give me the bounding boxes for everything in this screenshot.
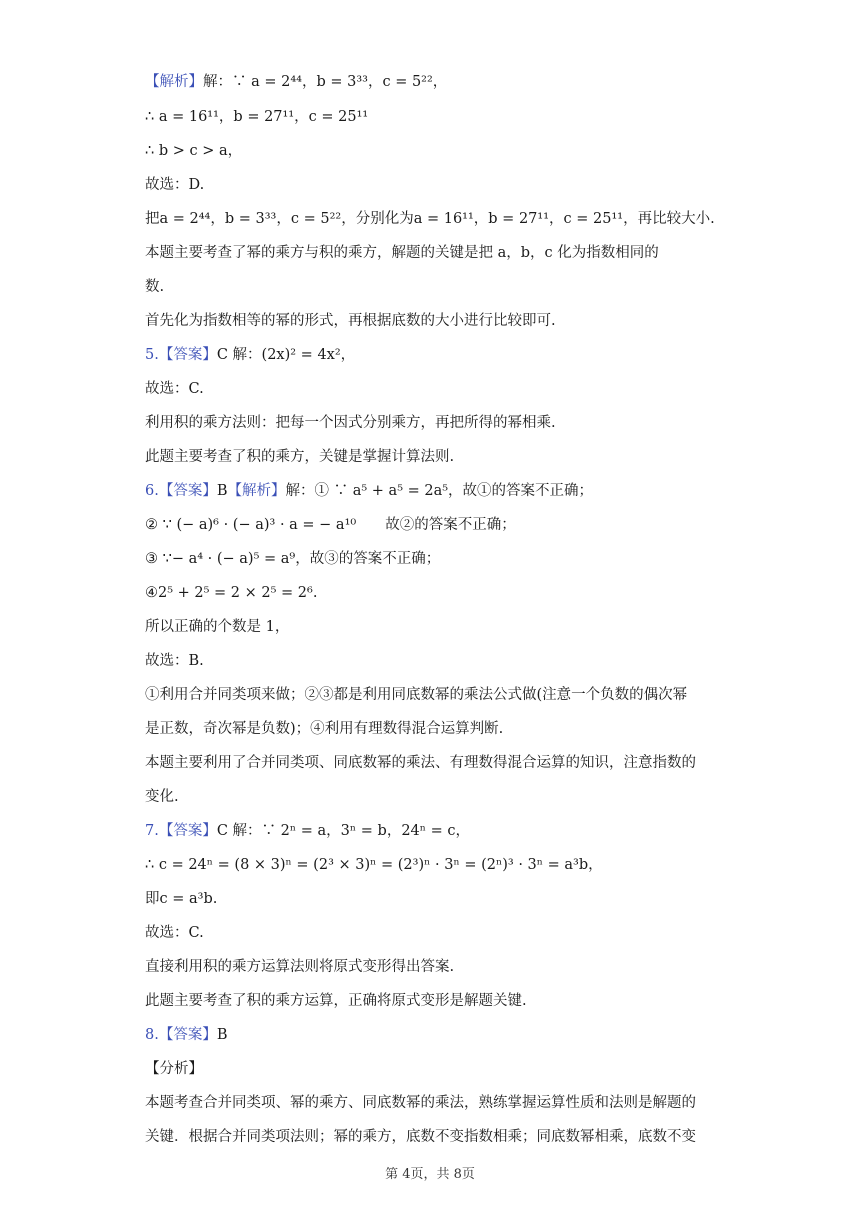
answer-tag: 【答案】 (158, 483, 217, 499)
analysis-tag: 【解析】 (145, 74, 203, 90)
line-20: 是正数，奇次幂是负数)；④利用有理数得混合运算判断. (145, 721, 504, 737)
line-8: 首先化为指数相等的幂的形式，再根据底数的大小进行比较即可. (145, 313, 556, 329)
line-5: 把a = 2⁴⁴，b = 3³³，c = 5²²，分别化为a = 16¹¹，b = 27¹¹，c = 25¹¹，再比较大小. (145, 211, 715, 227)
line-21: 本题主要利用了合并同类项、同底数幂的乘法、有理数得混合运算的知识，注意指数的 (145, 755, 696, 771)
line-2: ∴ a = 16¹¹，b = 27¹¹，c = 25¹¹ (145, 109, 369, 125)
line-15: ③ ∵− a⁴ · (− a)⁵ = a⁹，故③的答案不正确； (145, 551, 441, 567)
line-6: 本题主要考查了幂的乘方与积的乘方，解题的关键是把 a，b，c 化为指数相同的 (145, 245, 659, 261)
answer-6-line: 6.【答案】B【解析】解：① ∵ a⁵ + a⁵ = 2a⁵，故①的答案不正确； (145, 483, 594, 499)
line-19: ①利用合并同类项来做；②③都是利用同底数幂的乘法公式做(注意一个负数的偶次幂 (145, 687, 688, 703)
answer-tag: 【答案】 (158, 347, 217, 363)
question-number: 8. (145, 1027, 159, 1043)
answer-tag: 【答案】 (158, 1027, 217, 1043)
line-32: 关键．根据合并同类项法则；幂的乘方，底数不变指数相乘；同底数幂相乘，底数不变 (145, 1129, 696, 1145)
line-14: ② ∵ (− a)⁶ · (− a)³ · a = − a¹⁰ 故②的答案不正确； (145, 517, 516, 533)
line-18: 故选：B. (145, 653, 204, 669)
line-28: 此题主要考查了积的乘方运算，正确将原式变形是解题关键. (145, 993, 527, 1009)
answer-tag: 【答案】 (158, 823, 217, 839)
analysis-tag: 【解析】 (227, 483, 286, 499)
line-4: 故选：D. (145, 177, 205, 193)
question-number: 5. (145, 347, 159, 363)
question-number: 7. (145, 823, 159, 839)
line-31: 本题考查合并同类项、幂的乘方、同底数幂的乘法，熟练掌握运算性质和法则是解题的 (145, 1095, 696, 1111)
line-12: 此题主要考查了积的乘方，关键是掌握计算法则. (145, 449, 455, 465)
line-30: 【分析】 (145, 1061, 203, 1077)
question-number: 6. (145, 483, 159, 499)
line-25: 即c = a³b. (145, 891, 218, 907)
line-24: ∴ c = 24ⁿ = (8 × 3)ⁿ = (2³ × 3)ⁿ = (2³)ⁿ · 3ⁿ = (2ⁿ)³ · 3ⁿ = a³b， (145, 857, 603, 873)
line-3: ∴ b > c > a， (145, 143, 243, 159)
answer-5-line: 5.【答案】C 解：(2x)² = 4x²， (145, 347, 356, 363)
line-26: 故选：C. (145, 925, 204, 941)
line-7: 数. (145, 279, 165, 295)
line-11: 利用积的乘方法则：把每一个因式分别乘方，再把所得的幂相乘. (145, 415, 556, 431)
line-16: ④2⁵ + 2⁵ = 2 × 2⁵ = 2⁶. (145, 585, 318, 601)
line-22: 变化. (145, 789, 179, 805)
line-1: 【解析】解：∵ a = 2⁴⁴，b = 3³³，c = 5²²， (145, 74, 448, 90)
line-17: 所以正确的个数是 1， (145, 619, 290, 635)
line-10: 故选：C. (145, 381, 204, 397)
answer-8-line: 8.【答案】B (145, 1027, 228, 1043)
answer-7-line: 7.【答案】C 解：∵ 2ⁿ = a，3ⁿ = b，24ⁿ = c， (145, 823, 471, 839)
page-footer: 第 4页，共 8页 (385, 1167, 475, 1182)
line-27: 直接利用积的乘方运算法则将原式变形得出答案. (145, 959, 455, 975)
